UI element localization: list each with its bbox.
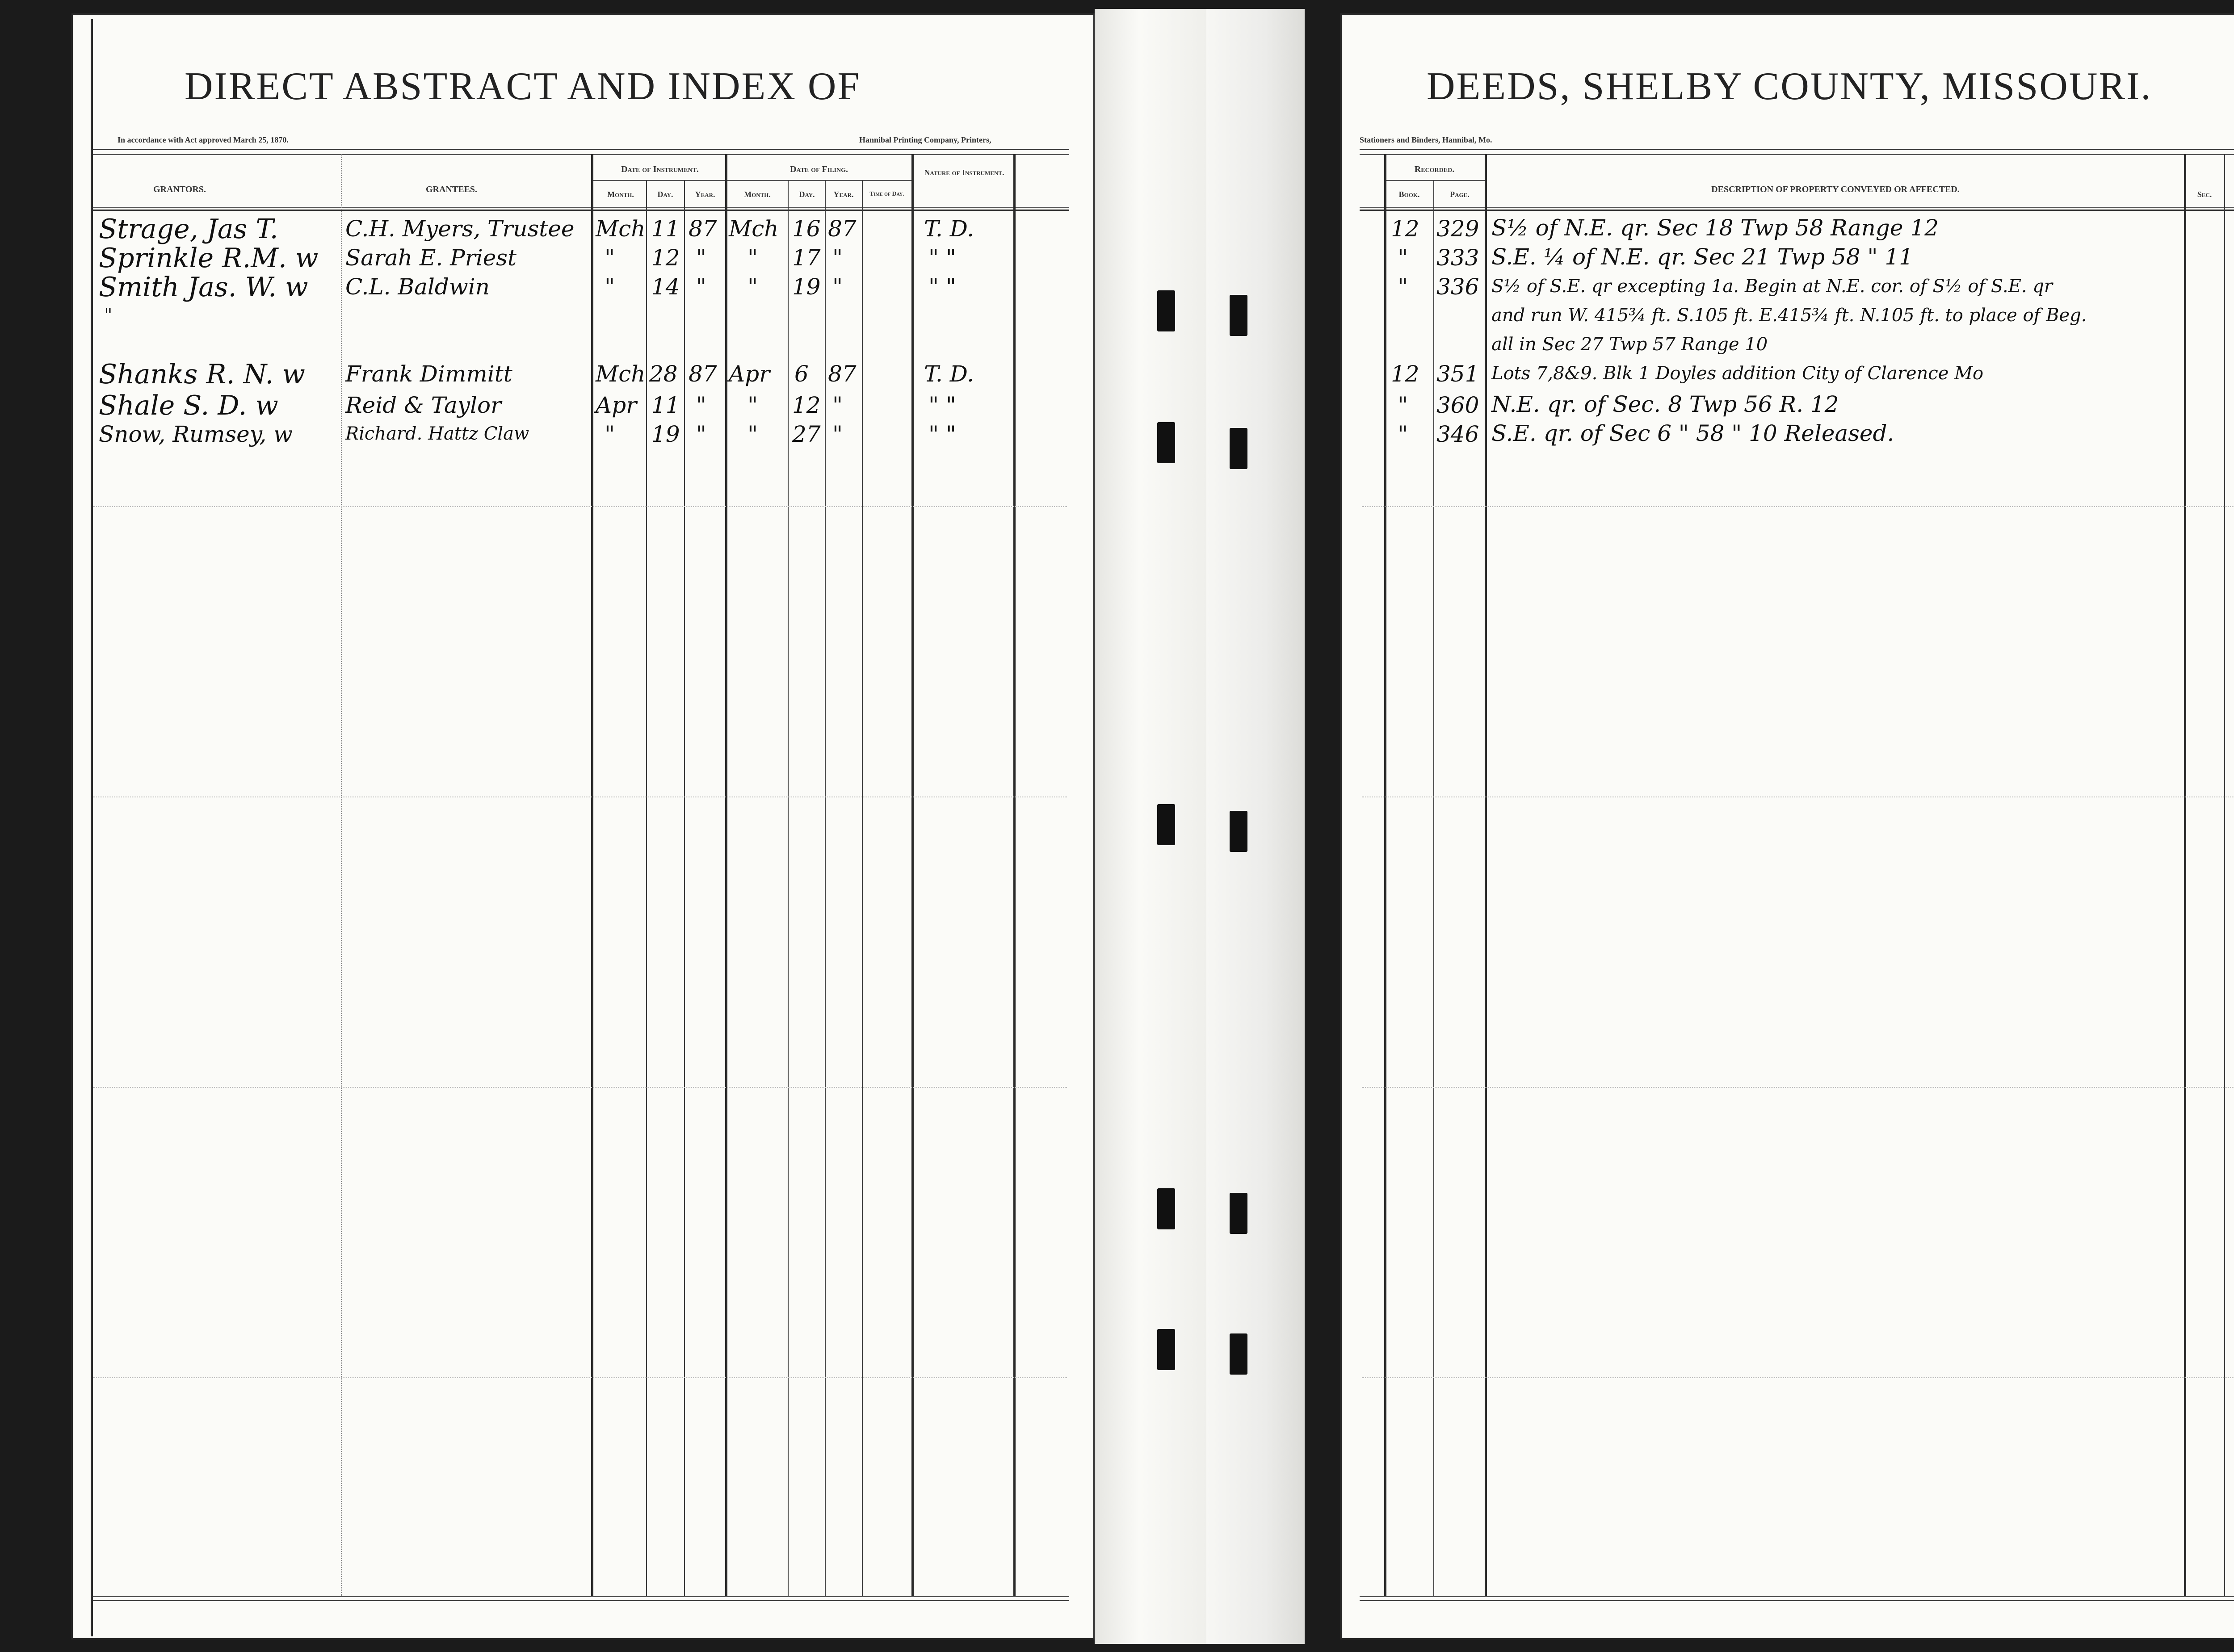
header-rule <box>1360 154 2234 155</box>
column-divider <box>788 180 789 1596</box>
binding-hole <box>1157 1329 1175 1370</box>
grantor-cell: Shanks R. N. w <box>99 359 305 390</box>
binding-hole <box>1230 295 1247 336</box>
header-bottom-rule <box>91 207 1069 208</box>
book-cell: " <box>1398 245 1408 271</box>
page-cell: 346 <box>1436 421 1479 447</box>
grantor-cell: Shale S. D. w <box>99 390 278 421</box>
filing-year-cell: " <box>832 421 843 447</box>
date-of-instrument-header: Date of Instrument. <box>621 164 699 174</box>
column-divider <box>646 180 647 1596</box>
nature-cell: " " <box>928 421 956 447</box>
filing-month-cell: " <box>747 274 758 300</box>
instrument-month-cell: Mch <box>596 361 646 387</box>
description-cell: S.E. qr. of Sec 6 " 58 " 10 Released. <box>1491 420 1894 446</box>
recorded-group-rule <box>1384 180 1485 181</box>
instrument-year-cell: " <box>696 421 706 447</box>
footer-rule <box>91 1596 1069 1597</box>
month-header: Month. <box>607 190 634 199</box>
nature-cell: T. D. <box>924 216 974 242</box>
filing-month-header: Month. <box>744 190 771 199</box>
column-divider <box>1433 180 1434 1596</box>
column-divider <box>684 180 685 1596</box>
column-divider <box>591 154 593 1596</box>
binding-hole <box>1230 811 1247 852</box>
instrument-year-cell: " <box>696 274 706 300</box>
binding-gutter-left <box>1095 9 1206 1644</box>
book-cell: " <box>1398 274 1408 300</box>
footer-rule <box>91 1600 1069 1601</box>
right-ledger-page <box>1340 13 2234 1639</box>
binding-hole <box>1230 1193 1247 1234</box>
filing-day-header: Day. <box>799 190 815 199</box>
column-divider <box>862 180 863 1596</box>
printer-note: Hannibal Printing Company, Printers, <box>859 135 991 144</box>
page-header: Page. <box>1450 190 1470 199</box>
header-rule <box>91 149 1069 150</box>
column-divider <box>2184 154 2186 1596</box>
nature-cell: " " <box>928 274 956 300</box>
book-header: Book. <box>1398 190 1420 199</box>
instrument-day-cell: 19 <box>651 421 680 447</box>
instrument-month-cell: " <box>605 274 615 300</box>
column-divider <box>825 180 826 1596</box>
page-cell: 336 <box>1436 274 1479 300</box>
binding-gutter-right <box>1206 9 1305 1644</box>
nature-of-instrument-header: Nature of Instrument. <box>924 168 1004 177</box>
grantee-cell: C.H. Myers, Trustee <box>345 216 575 242</box>
sec-header: Sec. <box>2197 190 2212 199</box>
nature-cell: T. D. <box>924 361 974 387</box>
grantors-header: GRANTORS. <box>153 184 206 194</box>
stationers-note: Stationers and Binders, Hannibal, Mo. <box>1360 135 1492 144</box>
filing-month-cell: " <box>747 421 758 447</box>
description-header: DESCRIPTION OF PROPERTY CONVEYED OR AFFECTED. <box>1711 184 1960 194</box>
column-divider <box>1013 154 1016 1596</box>
column-divider <box>1384 154 1386 1596</box>
column-divider <box>1485 154 1487 1596</box>
page-title: DEEDS, SHELBY COUNTY, MISSOURI. <box>1427 65 2152 108</box>
filing-day-cell: 16 <box>792 216 821 242</box>
binding-hole <box>1157 1188 1175 1229</box>
date-group-rule <box>593 180 911 181</box>
footer-rule <box>1360 1600 2234 1601</box>
row-guide <box>93 506 1067 507</box>
description-cell: S½ of S.E. qr excepting 1a. Begin at N.E. cor. of S½ of S.E. qr <box>1491 276 2053 297</box>
instrument-year-cell: 87 <box>689 361 717 387</box>
footer-rule <box>1360 1596 2234 1597</box>
filing-month-cell: " <box>747 392 758 418</box>
filing-month-cell: Apr <box>729 361 770 387</box>
book-cell: " <box>1398 421 1408 447</box>
header-rule <box>1360 149 2234 150</box>
header-bottom-rule <box>91 210 1069 211</box>
header-rule <box>91 154 1069 155</box>
instrument-year-cell: 87 <box>689 216 717 242</box>
column-divider <box>341 154 342 1596</box>
instrument-month-cell: Apr <box>596 392 637 418</box>
filing-day-cell: 19 <box>792 274 821 300</box>
filing-year-header: Year. <box>833 190 854 199</box>
description-cell: S½ of N.E. qr. Sec 18 Twp 58 Range 12 <box>1491 215 1939 241</box>
day-header: Day. <box>657 190 673 199</box>
time-of-day-header: Time of Day. <box>869 191 904 197</box>
left-ledger-page <box>71 13 1095 1639</box>
grantor-cell: Strage, Jas T. <box>99 214 278 245</box>
grantee-cell: Frank Dimmitt <box>345 361 512 387</box>
description-cell: S.E. ¼ of N.E. qr. Sec 21 Twp 58 " 11 <box>1491 244 1913 270</box>
filing-day-cell: 6 <box>794 361 809 387</box>
filing-year-cell: 87 <box>828 216 857 242</box>
row-guide <box>93 1377 1067 1378</box>
instrument-month-cell: Mch <box>596 216 646 242</box>
instrument-day-cell: 28 <box>649 361 678 387</box>
page-cell: 333 <box>1436 245 1479 271</box>
grantee-cell: Reid & Taylor <box>345 392 502 418</box>
column-divider <box>725 154 727 1596</box>
header-bottom-rule <box>1360 210 2234 211</box>
header-bottom-rule <box>1360 207 2234 208</box>
grantor-cell: Sprinkle R.M. w <box>99 243 319 274</box>
grantee-cell: C.L. Baldwin <box>345 274 490 300</box>
instrument-year-cell: " <box>696 245 706 271</box>
grantee-cell: Sarah E. Priest <box>345 245 517 271</box>
filing-month-cell: Mch <box>729 216 779 242</box>
grantee-cell: Richard. Hattz Claw <box>345 423 529 444</box>
page-cell: 360 <box>1436 392 1479 418</box>
book-cell: " <box>1398 392 1408 418</box>
grantor-cell: Snow, Rumsey, w <box>99 421 293 447</box>
filing-day-cell: 12 <box>792 392 821 418</box>
book-cell: 12 <box>1391 361 1419 387</box>
grantor-cell: " <box>104 305 113 326</box>
row-guide <box>1362 506 2234 507</box>
recorded-header: Recorded. <box>1414 164 1455 174</box>
description-cell: N.E. qr. of Sec. 8 Twp 56 R. 12 <box>1491 391 1839 417</box>
book-cell: 12 <box>1391 216 1419 242</box>
filing-year-cell: " <box>832 392 843 418</box>
instrument-month-cell: " <box>605 245 615 271</box>
instrument-month-cell: " <box>605 421 615 447</box>
column-divider <box>911 154 914 1596</box>
binding-hole <box>1157 422 1175 463</box>
row-guide <box>93 1087 1067 1088</box>
column-divider <box>2224 154 2225 1596</box>
instrument-day-cell: 11 <box>651 392 680 418</box>
nature-cell: " " <box>928 245 956 271</box>
margin-line <box>91 19 93 1636</box>
description-cell: all in Sec 27 Twp 57 Range 10 <box>1491 334 1768 355</box>
page-cell: 329 <box>1436 216 1479 242</box>
filing-year-cell: " <box>832 245 843 271</box>
filing-day-cell: 17 <box>792 245 821 271</box>
description-cell: and run W. 415¾ ft. S.105 ft. E.415¾ ft. N.105 ft. to place of Beg. <box>1491 305 2087 326</box>
instrument-day-cell: 12 <box>651 245 680 271</box>
description-cell: Lots 7,8&9. Blk 1 Doyles addition City of Clarence Mo <box>1491 363 1984 384</box>
date-of-filing-header: Date of Filing. <box>789 164 848 174</box>
twp-header <box>2226 190 2234 199</box>
binding-hole <box>1230 1333 1247 1375</box>
page-cell: 351 <box>1436 361 1479 387</box>
binding-hole <box>1157 804 1175 845</box>
nature-cell: " " <box>928 392 956 418</box>
year-header: Year. <box>695 190 715 199</box>
page-title: DIRECT ABSTRACT AND INDEX OF <box>185 65 861 108</box>
instrument-day-cell: 14 <box>651 274 680 300</box>
grantor-cell: Smith Jas. W. w <box>99 272 308 303</box>
row-guide <box>1362 1377 2234 1378</box>
filing-month-cell: " <box>747 245 758 271</box>
binding-hole <box>1157 290 1175 331</box>
filing-year-cell: " <box>832 274 843 300</box>
instrument-year-cell: " <box>696 392 706 418</box>
row-guide <box>1362 1087 2234 1088</box>
filing-year-cell: 87 <box>828 361 857 387</box>
act-note: In accordance with Act approved March 25, 1870. <box>118 135 289 144</box>
binding-hole <box>1230 428 1247 469</box>
filing-day-cell: 27 <box>792 421 821 447</box>
grantees-header: GRANTEES. <box>426 184 478 194</box>
instrument-day-cell: 11 <box>651 216 680 242</box>
